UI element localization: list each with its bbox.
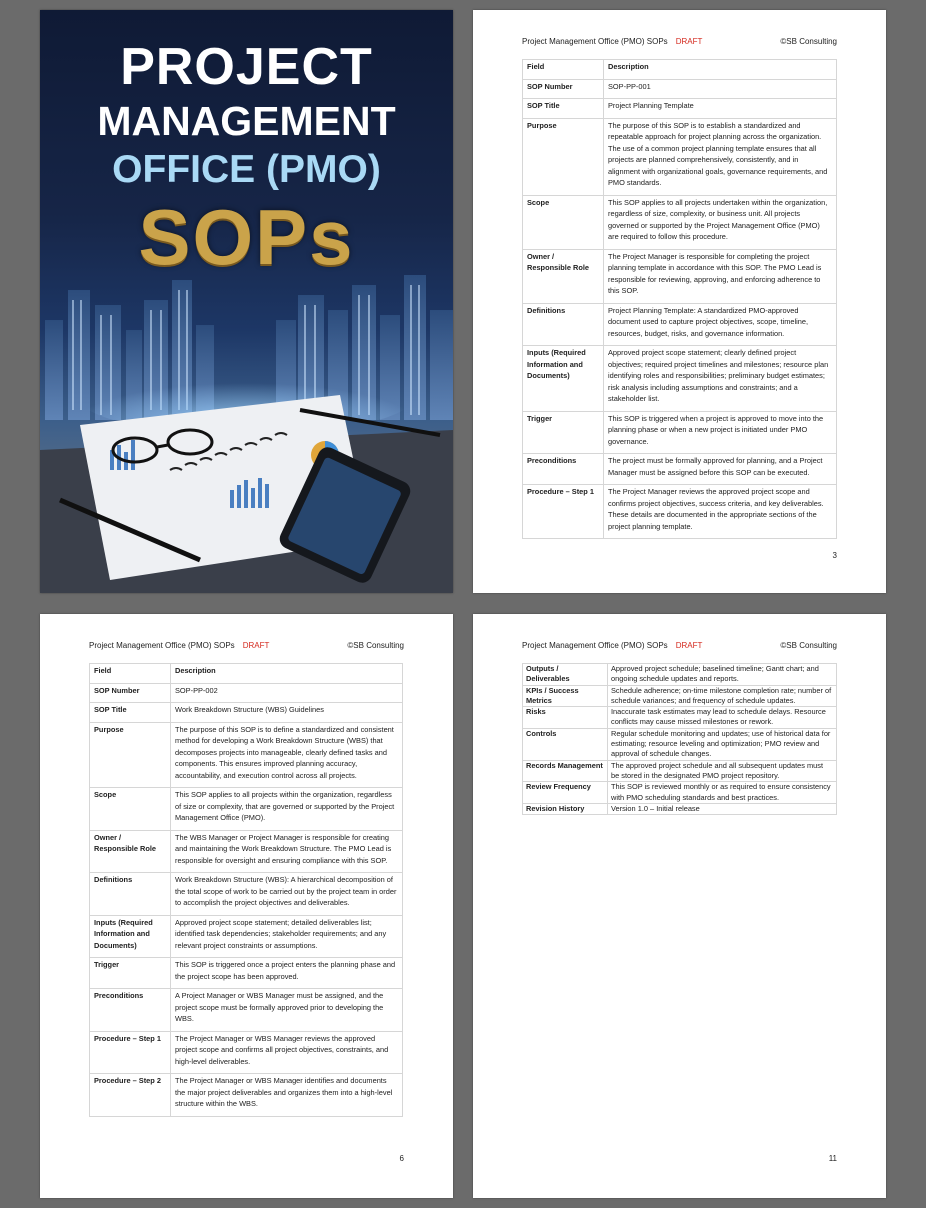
table-row — [523, 454, 837, 485]
field-cell: Procedure – Step 2 — [90, 1074, 171, 1117]
table-row — [523, 760, 837, 782]
table-row — [523, 485, 837, 539]
draft-label: DRAFT — [675, 641, 703, 650]
description-cell: Approved project scope statement; clearly defined project objectives; required project timelines and milestones; resource plan identifying roles and responsibilities; preliminary budget estimates; risk analysis including assumptions and constraints; and a stakeholder list. — [604, 346, 837, 412]
draft-label: DRAFT — [675, 37, 703, 46]
header-title: Project Management Office (PMO) SOPs — [89, 641, 235, 650]
field-cell: Trigger — [90, 958, 171, 989]
page-header — [522, 37, 837, 46]
cover-title-line-1: PROJECT — [120, 38, 373, 96]
field-cell: SOP Title — [523, 99, 604, 119]
description-cell: Project Planning Template — [604, 99, 837, 119]
description-cell: Work Breakdown Structure (WBS) Guidelines — [171, 703, 403, 723]
description-cell: The project must be formally approved for planning, and a Project Manager must be assigned before this SOP can be executed. — [604, 454, 837, 485]
table-row — [90, 958, 403, 989]
header-copyright: ©SB Consulting — [780, 37, 837, 46]
table-row — [523, 60, 837, 80]
table-row — [90, 1074, 403, 1117]
description-cell: This SOP is triggered when a project is approved to move into the planning phase or when a new project is initiated under PMO governance. — [604, 411, 837, 454]
field-cell: Procedure – Step 1 — [90, 1031, 171, 1074]
page-number: 6 — [399, 1154, 404, 1163]
header-title: Project Management Office (PMO) SOPs — [522, 641, 668, 650]
field-cell: Revision History — [523, 803, 608, 814]
table-row — [90, 873, 403, 916]
page-11 — [473, 614, 886, 1198]
description-cell: The purpose of this SOP is to define a standardized and consistent method for developing a Work Breakdown Structure (WBS) that decomposes projects into manageable, clearly defined tasks and components. This ensures improved planning accuracy, accountability, and execution control across all projects. — [171, 722, 403, 788]
field-cell: Purpose — [523, 118, 604, 195]
header-copyright: ©SB Consulting — [347, 641, 404, 650]
cover-title-line-3: OFFICE (PMO) — [112, 148, 381, 191]
field-cell: Procedure – Step 1 — [523, 485, 604, 539]
field-cell: SOP Title — [90, 703, 171, 723]
field-cell: Definitions — [90, 873, 171, 916]
description-cell: The approved project schedule and all subsequent updates must be stored in the designated PMO project repository. — [608, 760, 837, 782]
desk-notebook-illustration — [40, 390, 453, 593]
field-cell: Trigger — [523, 411, 604, 454]
table-row — [523, 79, 837, 99]
description-cell: The Project Manager reviews the approved project scope and confirms project objectives, success criteria, and key deliverables. These details are documented in the appropriate sections of the project planning template. — [604, 485, 837, 539]
field-cell: Owner / Responsible Role — [90, 830, 171, 873]
description-cell: The purpose of this SOP is to establish a standardized and repeatable approach for project planning across the organization. The use of a common project planning template ensures that all projects are planned comprehensively, consistently, and in alignment with organizational goals, governance requirements, and PMO standards. — [604, 118, 837, 195]
page-6 — [40, 614, 453, 1198]
field-cell: Scope — [523, 195, 604, 249]
field-cell: Inputs (Required Information and Documents) — [90, 915, 171, 958]
page-header — [522, 641, 837, 650]
sop-table — [89, 663, 403, 1117]
description-cell: Description — [171, 664, 403, 684]
table-row — [90, 915, 403, 958]
description-cell: The Project Manager is responsible for completing the project planning template in accordance with this SOP. The PMO Lead is responsible for reviewing, approving, and enforcing adherence to this SOP. — [604, 249, 837, 303]
field-cell: Controls — [523, 728, 608, 760]
table-row — [523, 118, 837, 195]
description-cell: This SOP applies to all projects undertaken within the organization, regardless of size, complexity, or business unit. All projects governed or supported by the Project Management Office (PMO) are required to follow this procedure. — [604, 195, 837, 249]
field-cell: Field — [523, 60, 604, 80]
page-header — [89, 641, 404, 650]
page-number: 3 — [832, 551, 837, 560]
draft-label: DRAFT — [242, 641, 270, 650]
field-cell: Outputs / Deliverables — [523, 664, 608, 686]
description-cell: Approved project schedule; baselined timeline; Gantt chart; and ongoing schedule updates and reports. — [608, 664, 837, 686]
cover-title-line-4: SOPs — [138, 193, 355, 281]
field-cell: SOP Number — [523, 79, 604, 99]
table-row — [90, 989, 403, 1032]
table-row — [523, 803, 837, 814]
table-row — [523, 249, 837, 303]
description-cell: Inaccurate task estimates may lead to schedule delays. Resource conflicts may cause missed milestones or rework. — [608, 707, 837, 729]
description-cell: A Project Manager or WBS Manager must be assigned, and the project scope must be formally approved prior to developing the WBS. — [171, 989, 403, 1032]
field-cell: Risks — [523, 707, 608, 729]
field-cell: Scope — [90, 788, 171, 831]
table-row — [90, 664, 403, 684]
field-cell: SOP Number — [90, 683, 171, 703]
description-cell: Project Planning Template: A standardized PMO-approved document used to capture project objectives, scope, timeline, resources, budget, risks, and governance information. — [604, 303, 837, 346]
table-row — [523, 707, 837, 729]
field-cell: Owner / Responsible Role — [523, 249, 604, 303]
description-cell: SOP-PP-002 — [171, 683, 403, 703]
header-title: Project Management Office (PMO) SOPs — [522, 37, 668, 46]
description-cell: The Project Manager or WBS Manager reviews the approved project scope and confirms all project objectives, constraints, and high-level deliverables. — [171, 1031, 403, 1074]
header-copyright: ©SB Consulting — [780, 641, 837, 650]
description-cell: Schedule adherence; on-time milestone completion rate; number of schedule variances; and frequency of schedule updates. — [608, 685, 837, 707]
table-row — [523, 195, 837, 249]
description-cell: The WBS Manager or Project Manager is responsible for creating and maintaining the Work Breakdown Structure. The PMO Lead is responsible for oversight and ensuring compliance with this SOP. — [171, 830, 403, 873]
field-cell: Records Management — [523, 760, 608, 782]
field-cell: Definitions — [523, 303, 604, 346]
table-row — [90, 703, 403, 723]
table-row — [523, 685, 837, 707]
sop-table — [522, 663, 837, 815]
field-cell: Review Frequency — [523, 782, 608, 804]
description-cell: SOP-PP-001 — [604, 79, 837, 99]
description-cell: This SOP is triggered once a project enters the planning phase and the project scope has been approved. — [171, 958, 403, 989]
table-row — [523, 411, 837, 454]
description-cell: This SOP applies to all projects within the organization, regardless of size or complexity, that are governed or supported by the Project Management Office (PMO). — [171, 788, 403, 831]
table-row — [523, 728, 837, 760]
page-3 — [473, 10, 886, 593]
field-cell: Inputs (Required Information and Documents) — [523, 346, 604, 412]
sop-table — [522, 59, 837, 539]
description-cell: This SOP is reviewed monthly or as required to ensure consistency with PMO scheduling standards and best practices. — [608, 782, 837, 804]
field-cell: Preconditions — [523, 454, 604, 485]
cover-title-line-2: MANAGEMENT — [97, 98, 396, 144]
description-cell: Version 1.0 – Initial release — [608, 803, 837, 814]
field-cell: Preconditions — [90, 989, 171, 1032]
table-row — [90, 683, 403, 703]
table-row — [523, 664, 837, 686]
table-row — [90, 722, 403, 788]
table-row — [523, 99, 837, 119]
table-row — [523, 782, 837, 804]
page-number: 11 — [828, 1154, 837, 1163]
table-row — [523, 346, 837, 412]
field-cell: Field — [90, 664, 171, 684]
description-cell: Approved project scope statement; detailed deliverables list; identified task dependencies; stakeholder requirements; and any relevant project constraints or assumptions. — [171, 915, 403, 958]
field-cell: Purpose — [90, 722, 171, 788]
table-row — [90, 788, 403, 831]
table-row — [523, 303, 837, 346]
description-cell: The Project Manager or WBS Manager identifies and documents the major project deliverables and organizes them into a high-level structure within the WBS. — [171, 1074, 403, 1117]
field-cell: KPIs / Success Metrics — [523, 685, 608, 707]
description-cell: Regular schedule monitoring and updates; use of historical data for estimating; resource leveling and optimization; PMO review and approval of schedule changes. — [608, 728, 837, 760]
table-row — [90, 830, 403, 873]
description-cell: Description — [604, 60, 837, 80]
description-cell: Work Breakdown Structure (WBS): A hierarchical decomposition of the total scope of work to be carried out by the project team in order to accomplish the project objectives and deliverables. — [171, 873, 403, 916]
table-row — [90, 1031, 403, 1074]
cover-page — [40, 10, 453, 593]
